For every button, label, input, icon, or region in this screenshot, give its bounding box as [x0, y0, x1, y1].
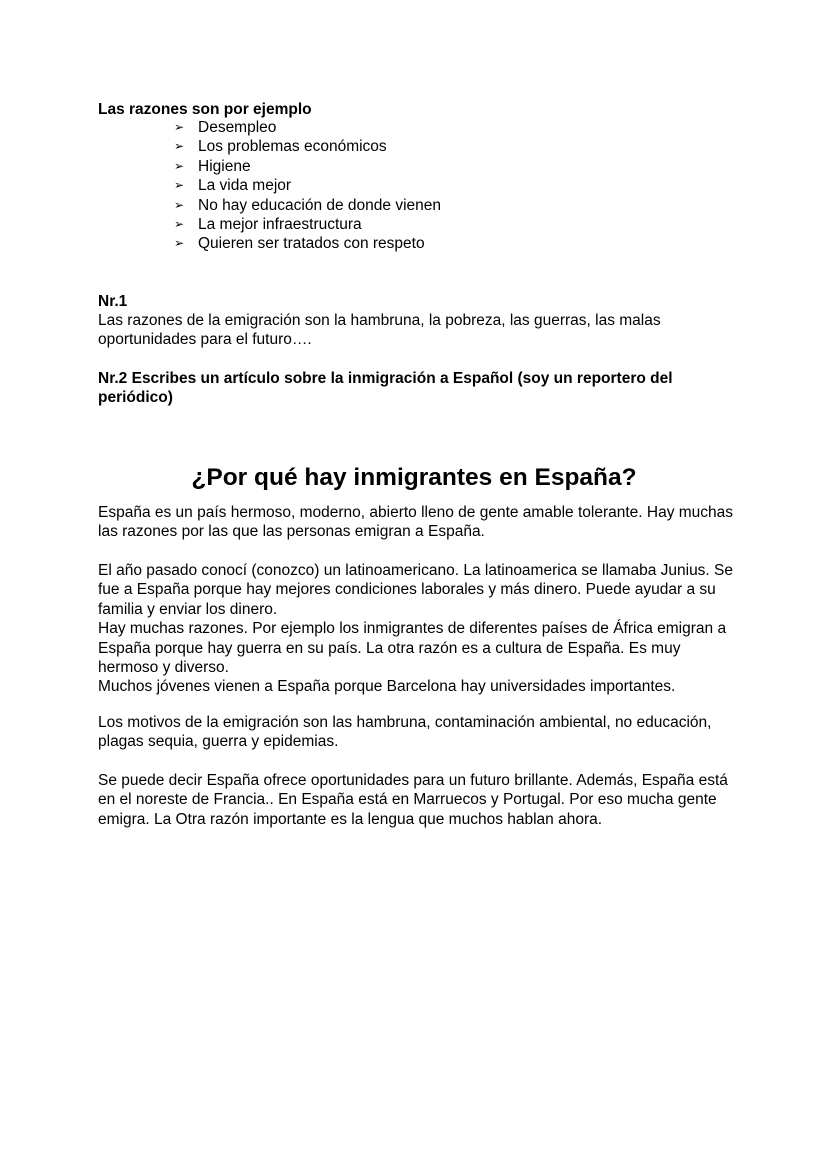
arrow-bullet-icon: ➢ — [174, 120, 185, 134]
list-item-label: Los problemas económicos — [198, 138, 387, 156]
list-item-label: La vida mejor — [198, 177, 292, 195]
article-paragraph-3: Los motivos de la emigración son las hambruna, contaminación ambiental, no educación, plagas sequia, guerra y epidemias. — [98, 714, 712, 751]
list-item — [174, 176, 441, 195]
arrow-bullet-icon: ➢ — [174, 236, 185, 251]
article-paragraph-2-line: El año pasado conocí (conozco) un latinoamericano. La latinoamerica se llamaba Junius. Se fue a España porque hay mejores condiciones laborales y más dinero. Puede ayudar a su familia y enviar los dinero. — [98, 562, 734, 618]
arrow-bullet-icon: ➢ — [174, 216, 185, 231]
list-item — [174, 137, 441, 156]
article-paragraph-2-line: Muchos jóvenes vienen a España porque Barcelona hay universidades importantes. — [98, 678, 676, 696]
article-title: ¿Por qué hay inmigrantes en España? — [191, 464, 637, 492]
list-item-label: Higiene — [198, 157, 251, 175]
list-item-label: No hay educación de donde vienen — [198, 196, 442, 214]
list-item — [174, 196, 441, 215]
reasons-heading: Las razones son por ejemplo — [98, 101, 312, 118]
arrow-bullet-icon: ➢ — [174, 178, 185, 193]
article-paragraph-2-line: Hay muchas razones. Por ejemplo los inmigrantes de diferentes países de África emigran a España porque hay guerra en su país. La otra razón es a cultura de España. Es muy hermoso y diverso. — [98, 620, 727, 677]
list-item-label: Quieren ser tratados con respeto — [198, 235, 425, 253]
arrow-bullet-icon: ➢ — [174, 158, 185, 173]
reasons-list — [174, 118, 441, 254]
nr1-text: Las razones de la emigración son la hambruna, la pobreza, las guerras, las malas oportunidades para el futuro…. — [98, 312, 661, 349]
nr2-heading: Nr.2 Escribes un artículo sobre la inmigración a Español (soy un reportero del periódico) — [98, 370, 673, 407]
list-item — [174, 234, 441, 253]
list-item-label: Desempleo — [198, 119, 277, 136]
list-item — [174, 157, 441, 176]
nr1-heading: Nr.1 — [98, 293, 128, 310]
list-item-label: La mejor infraestructura — [198, 215, 362, 233]
article-paragraph-4: Se puede decir España ofrece oportunidades para un futuro brillante. Además, España está en el noreste de Francia.. En España está en Marruecos y Portugal. Por eso mucha gente emigra. La Otra razón importante es la lengua que muchos hablan ahora. — [98, 772, 728, 828]
list-item — [174, 215, 441, 234]
article-paragraph-1: España es un país hermoso, moderno, abierto lleno de gente amable tolerante. Hay muchas las razones por las que las personas emigran a España. — [98, 504, 734, 541]
list-item — [174, 118, 441, 137]
arrow-bullet-icon: ➢ — [174, 139, 185, 154]
arrow-bullet-icon: ➢ — [174, 197, 185, 212]
article-paragraph-2 — [98, 561, 738, 697]
